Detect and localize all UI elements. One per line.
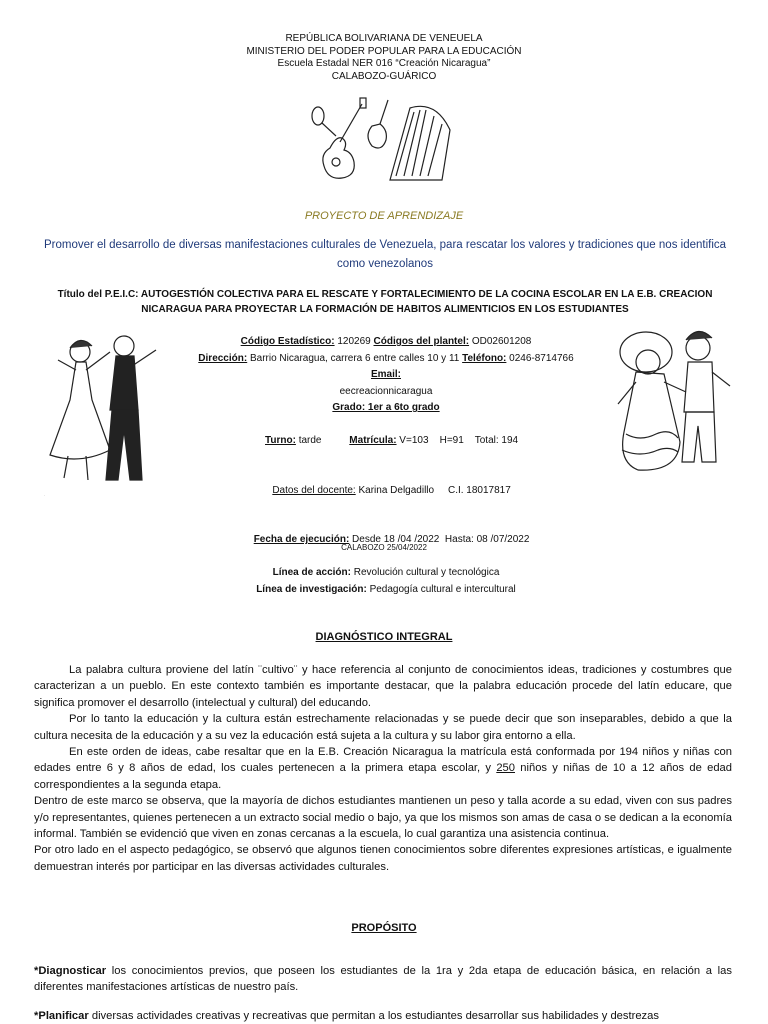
matricula-label: Matrícula: [349,435,397,446]
direccion-label: Dirección: [198,352,248,364]
proposito-item-1 [34,963,732,996]
diagnostico-paragraph-4: Dentro de este marco se observa, que la mayoría de dichos estudiantes mantienen un peso y talla acorde a su edad, viven con sus padres y/o representantes, quienes pertenecen a un extracto social medio o bajo, ya que los mismos son amas de casa o se dedican a la economía informal. También se evidenció que viven en zonas cercanas a la escuela, lo cual garantiza una asistencia continua. [34,795,732,841]
codigo-value: 120269 [334,336,374,347]
telefono-label: Teléfono: [462,352,507,364]
investigacion-label: Línea de investigación: [256,583,367,595]
school-info [170,334,602,598]
diagnostico-paragraph-2: Por lo tanto la educación y la cultura están estrechamente relacionadas y se puede decir que son inseparables, debido a que la cultura necesita de la educación y a su vez la educación está sujeta a la cultura y su labor gira entorno a ella. [34,713,732,742]
plantel-label: Códigos del plantel: [373,336,470,347]
project-goal: Promover el desarrollo de diversas manifestaciones culturales de Venezuela, para rescatar los valores y tradiciones que nos identifica como venezolanos [43,239,727,270]
email-label: Email: [370,369,401,380]
info-docente-line [170,466,602,516]
diagnostico-paragraph-5: Por otro lado en el aspecto pedagógico, se observó que algunos tienen conocimientos sobre diferentes expresiones artísticas, e igualmente demuestran interés por participar en las diversas actividades culturales. [34,844,732,873]
diagnostico-paragraph-3b: niños y niñas de 10 a 12 años de edad correspondientes a la segunda etapa. [34,762,733,791]
docente-value: Karina Delgadillo C.I. 18017817 [355,484,511,496]
turno-value: tarde [295,435,322,446]
diagnostico-body [34,662,732,875]
peic-label: Título del P.E.I.C: [57,289,139,300]
header-school: Escuela Estadal NER 016 “Creación Nicaragua” [277,58,491,69]
diagnostico-title: DIAGNÓSTICO INTEGRAL [315,631,453,643]
fecha-value: Desde 18 /04 /2022 Hasta: 08 /07/2022 [349,534,530,545]
info-grado-line [170,400,602,417]
header-country: REPÚBLICA BOLIVARIANA DE VENEUELA [285,33,483,44]
peic-title [30,287,740,317]
instruments-illustration [310,96,458,188]
header-city: CALABOZO-GUÁRICO [331,70,437,82]
docente-label: Datos del docente: [272,484,356,496]
proposito-body [34,963,732,1024]
peic-text: AUTOGESTIÓN COLECTIVA PARA EL RESCATE Y FORTALECIMIENTO DE LA COCINA ESCOLAR EN LA E.B. CREACION NICARAGUA PARA PROYECTAR LA FORMACIÓN DE HABITOS ALIMENTICIOS EN LOS ESTUDIANTES [140,289,713,315]
direccion-value: Barrio Nicaragua, carrera 6 entre calles 10 y 11 [247,352,463,364]
proposito-item-2 [34,1008,732,1024]
matricula-value: V=103 H=91 Total: 194 [396,435,519,446]
proposito-item-2-text: diversas actividades creativas y recreativas que permitan a los estudiantes desarrollar sus habilidades y destrezas [88,1009,659,1022]
info-fecha-line [170,516,602,566]
info-accion-line [170,565,602,582]
turno-label: Turno: [265,435,296,446]
info-investigacion-line [170,582,602,599]
info-turno-line [170,417,602,467]
dancing-couple-illustration [40,330,168,500]
email-value: eecreacionnicaragua [339,385,433,397]
svg-text:.: . [44,493,45,497]
project-label: PROYECTO DE APRENDIZAJE [304,210,464,222]
plantel-value: OD02601208 [469,336,532,347]
diagnostico-paragraph-3 [34,744,732,793]
grado-text: Grado: 1er a 6to grado [332,402,440,413]
proposito-item-1-verb: *Diagnosticar [34,965,107,977]
document-header [0,33,768,83]
info-address-line [170,351,602,368]
segunda-etapa-count: 250 [496,762,515,775]
proposito-title: PROPÓSITO [351,922,417,934]
codigo-label: Código Estadístico: [240,336,335,347]
header-ministry: MINISTERIO DEL PODER POPULAR PARA LA EDUCACIÓN [246,45,522,57]
place-date: CALABOZO 25/04/2022 [341,543,427,552]
investigacion-value: Pedagogía cultural e intercultural [366,583,516,595]
telefono-value: 0246-8714766 [506,352,574,364]
accion-label: Línea de acción: [272,567,351,578]
info-codes-line [170,334,602,351]
diagnostico-paragraph-3a: En este orden de ideas, cabe resaltar que en la E.B. Creación Nicaragua la matrícula está conformada por 194 niños y niñas con edades entre 6 y 8 años de edad, los cuales pertenecen a la primera etapa escolar, y [34,746,732,775]
info-email-line [170,367,602,400]
proposito-item-2-verb: *Planificar [34,1009,89,1022]
proposito-item-1-text: los conocimientos previos, que poseen los estudiantes de la 1ra y 2da etapa de educación básica, en relación a las diferentes manifestaciones artísticas de nuestro país. [34,965,732,994]
accion-value: Revolución cultural y tecnológica [350,567,500,578]
traditional-children-illustration [608,322,740,478]
diagnostico-paragraph-1: La palabra cultura proviene del latín ¨cultivo¨ y hace referencia al conjunto de conocimientos ideas, tradiciones y costumbres que caracterizan a un pueblo. En este contexto también es importante destacar, que la palabra educación procede del latín educare, que significa promover el desarrollo (intelectual y cultural) del educando. [34,664,732,709]
fecha-label: Fecha de ejecución: [253,534,350,545]
